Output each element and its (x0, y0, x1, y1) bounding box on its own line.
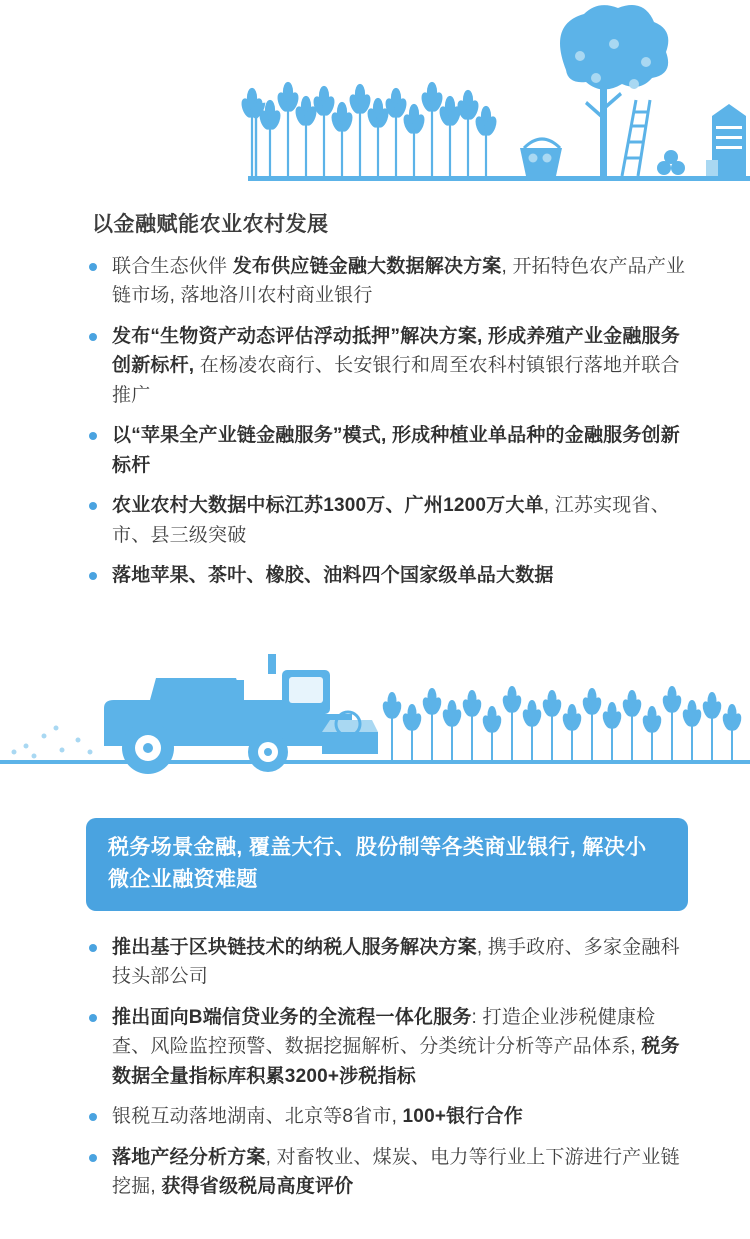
emphasis-text: 推出基于区块链技术的纳税人服务解决方案 (112, 937, 477, 958)
list-item-text (112, 256, 685, 306)
bullet-dot-icon (89, 263, 97, 271)
callout-banner: 税务场景金融, 覆盖大行、股份制等各类商业银行, 解决小微企业融资难题 (86, 818, 688, 911)
bullet-dot-icon (89, 502, 97, 510)
silo-base-icon (706, 160, 718, 176)
plain-text: 联合生态伙伴 (112, 256, 233, 277)
list-item-text (112, 565, 554, 586)
list-item (112, 491, 690, 550)
list-item-text (112, 937, 680, 987)
apple-pile-icon (657, 150, 685, 175)
emphasis-text: 落地苹果、茶叶、橡胶、油料四个国家级单品大数据 (112, 564, 554, 586)
top-illustration (0, 0, 750, 190)
bullet-dot-icon (89, 572, 97, 580)
section-two (0, 818, 750, 1213)
list-item (112, 252, 690, 311)
list-item (112, 1102, 690, 1131)
plain-text: , 开拓特色农产品产业链市场, 落地洛川农村商业银行 (112, 256, 686, 307)
list-item (112, 1143, 690, 1202)
emphasis-text: 以“苹果全产业链金融服务”模式, 形成种植业单品种的金融服务创新标杆 (112, 425, 680, 476)
plain-text: 银税互动落地湖南、北京等8省市, (112, 1106, 403, 1128)
harvester-icon (104, 654, 378, 774)
list-item (112, 1003, 690, 1091)
emphasis-text: 推出面向B端信贷业务的全流程一体化服务 (112, 1006, 472, 1028)
section-one-heading: 以金融赋能农业农村发展 (92, 213, 329, 236)
plain-text: 在杨凌农商行、长安银行和周至农科村镇银行落地并联合推广 (112, 355, 680, 406)
plain-text: , 携手政府、多家金融科技头部公司 (112, 937, 680, 988)
middle-illustration (0, 620, 750, 780)
plain-text: : 打造企业涉税健康检查、风险监控预警、数据挖掘解析、分类统计分析等产品体系, (112, 1006, 656, 1058)
emphasis-text: 农业农村大数据中标江苏1300万、广州1200万大单 (112, 495, 544, 517)
emphasis-text: 100+银行合作 (402, 1106, 523, 1128)
list-item-text (112, 1007, 680, 1087)
section-two-bullet-list (0, 933, 750, 1202)
list-item-text (112, 326, 680, 406)
list-item (112, 322, 690, 410)
emphasis-text: 获得省级税局高度评价 (161, 1176, 354, 1198)
list-item-text (112, 1106, 523, 1127)
bullet-dot-icon (89, 1154, 97, 1162)
section-one-bullet-list (0, 252, 750, 590)
ladder-icon (622, 100, 650, 176)
list-item-text (112, 1147, 680, 1197)
tree-icon (560, 5, 668, 176)
plain-text: , 江苏实现省、市、县三级突破 (112, 495, 670, 546)
emphasis-text: 落地产经分析方案 (112, 1146, 266, 1168)
list-item-text (112, 495, 670, 545)
list-item (112, 421, 690, 480)
plain-text: , 对畜牧业、煤炭、电力等行业上下游进行产业链挖掘, (112, 1146, 680, 1198)
emphasis-text: 税务数据全量指标库积累3200+涉税指标 (112, 1036, 680, 1087)
list-item (112, 933, 690, 992)
bullet-dot-icon (89, 1014, 97, 1022)
list-item-text (112, 425, 680, 475)
bullet-dot-icon (89, 333, 97, 341)
emphasis-text: 发布“生物资产动态评估浮动抵押”解决方案, 形成养殖产业金融服务创新标杆, (112, 325, 680, 377)
basket-icon (520, 139, 562, 176)
combine-harvester-wheat-field-icon (0, 620, 750, 780)
section-one (0, 208, 750, 601)
bullet-dot-icon (89, 432, 97, 440)
list-item (112, 561, 690, 590)
wheat-field-orchard-tree-silo-icon (0, 0, 750, 190)
bullet-dot-icon (89, 1113, 97, 1121)
emphasis-text: 发布供应链金融大数据解决方案 (232, 256, 502, 277)
bullet-dot-icon (89, 944, 97, 952)
